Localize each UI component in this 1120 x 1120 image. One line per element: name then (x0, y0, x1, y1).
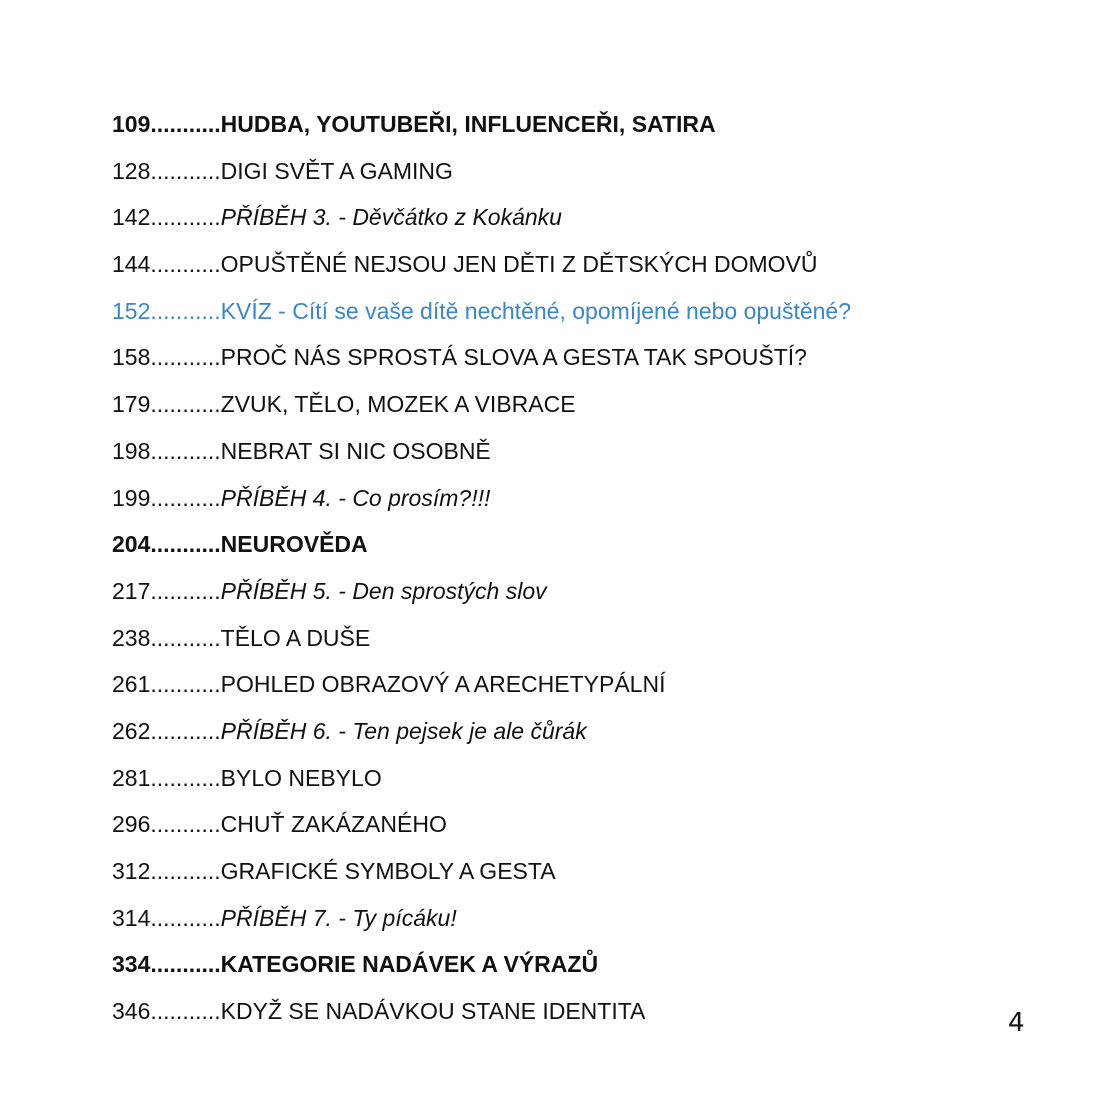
toc-entry-page: 152 (112, 297, 151, 324)
toc-entry-title: NEBRAT SI NIC OSOBNĚ (220, 437, 491, 464)
toc-entry-page: 204 (112, 531, 151, 558)
toc-entry (112, 618, 1072, 665)
toc-entry-page: 109 (112, 111, 151, 137)
toc-entry-title: PŘÍBĚH 6. - Ten pejsek je ale čůrák (220, 717, 587, 744)
toc-entry (112, 804, 1072, 851)
toc-entry-page: 312 (112, 858, 151, 884)
toc-entry (112, 758, 1072, 805)
toc-entry (112, 104, 1072, 151)
toc-entry-page: 158 (112, 344, 151, 371)
toc-entry (112, 664, 1072, 711)
toc-entry-title: PŘÍBĚH 5. - Den sprostých slov (220, 577, 547, 604)
toc-entry-leader: ........... (150, 531, 221, 558)
toc-entry-page: 261 (112, 671, 151, 698)
toc-entry-page: 296 (112, 811, 151, 838)
toc-entry-title: KDYŽ SE NADÁVKOU STANE IDENTITA (220, 998, 646, 1025)
toc-entry-leader: ........... (150, 624, 221, 651)
toc-entry-title: KVÍZ - Cítí se vaše dítě nechtěné, opomíjené nebo opuštěné? (220, 297, 852, 324)
toc-entry-page: 198 (112, 437, 151, 464)
toc-entry (112, 944, 1072, 991)
toc-entry (112, 197, 1072, 244)
toc-entry-page: 238 (112, 624, 151, 651)
toc-entry (112, 524, 1072, 571)
toc-entry-leader: ........... (150, 297, 221, 324)
toc-entry-leader: ........... (150, 998, 221, 1025)
toc-entry (112, 337, 1072, 384)
toc-entry-page: 144 (112, 251, 151, 278)
toc-entry (112, 291, 1072, 338)
toc-entry-title: PŘÍBĚH 7. - Ty pícáku! (220, 904, 457, 931)
toc-entry-page: 128 (112, 157, 151, 184)
toc-entry-title: PROČ NÁS SPROSTÁ SLOVA A GESTA TAK SPOUŠTÍ? (220, 344, 807, 371)
toc-entry-title: BYLO NEBYLO (220, 764, 382, 791)
toc-entry-leader: ........... (150, 811, 221, 838)
toc-entry-title: OPUŠTĚNÉ NEJSOU JEN DĚTI Z DĚTSKÝCH DOMOVŮ (220, 251, 818, 278)
toc-entry (112, 151, 1072, 198)
toc-entry-leader: ........... (150, 111, 221, 137)
toc-entry-page: 281 (112, 764, 151, 791)
toc-entry-leader: ........... (150, 577, 221, 604)
toc-entry (112, 851, 1072, 898)
toc-entry-title: TĚLO A DUŠE (220, 624, 371, 651)
toc-entry-leader: ........... (150, 437, 221, 464)
toc-entry-title: CHUŤ ZAKÁZANÉHO (220, 811, 447, 838)
toc-entry (112, 991, 1072, 1038)
toc-entry-leader: ........... (150, 951, 221, 978)
toc-entry-title: GRAFICKÉ SYMBOLY A GESTA (220, 858, 556, 884)
toc-entry-page: 262 (112, 717, 151, 744)
toc-entry-leader: ........... (150, 204, 221, 231)
toc-entry-title: KATEGORIE NADÁVEK A VÝRAZŮ (220, 951, 599, 978)
toc-entry (112, 571, 1072, 618)
toc-entry-page: 334 (112, 951, 151, 978)
toc-entry-page: 142 (112, 204, 151, 231)
toc-entry-page: 346 (112, 998, 151, 1025)
toc-entry-title: HUDBA, YOUTUBEŘI, INFLUENCEŘI, SATIRA (220, 111, 716, 137)
toc-entry-leader: ........... (150, 484, 221, 511)
toc-entry-leader: ........... (150, 717, 221, 744)
toc-entry-leader: ........... (150, 671, 221, 698)
toc-entry-title: ZVUK, TĚLO, MOZEK A VIBRACE (220, 391, 576, 418)
page-number: 4 (1008, 1008, 1025, 1038)
toc-entry (112, 384, 1072, 431)
toc-entry-title: PŘÍBĚH 3. - Děvčátko z Kokánku (220, 204, 562, 231)
table-of-contents (112, 104, 1072, 1038)
toc-entry-title: NEUROVĚDA (220, 531, 368, 558)
toc-entry (112, 898, 1072, 945)
toc-entry-page: 217 (112, 577, 151, 604)
toc-entry-leader: ........... (150, 904, 221, 931)
toc-entry-leader: ........... (150, 858, 221, 884)
toc-entry-title: PŘÍBĚH 4. - Co prosím?!!! (220, 484, 491, 511)
toc-entry (112, 431, 1072, 478)
toc-entry-page: 314 (112, 904, 151, 931)
toc-entry-title: DIGI SVĚT A GAMING (220, 157, 453, 184)
toc-entry (112, 478, 1072, 525)
toc-entry-leader: ........... (150, 344, 221, 371)
toc-entry-leader: ........... (150, 764, 221, 791)
toc-entry-leader: ........... (150, 251, 221, 278)
toc-entry-title: POHLED OBRAZOVÝ A ARECHETYPÁLNÍ (220, 671, 666, 698)
toc-entry (112, 244, 1072, 291)
toc-entry-leader: ........... (150, 157, 221, 184)
toc-entry (112, 711, 1072, 758)
toc-entry-page: 199 (112, 484, 151, 511)
toc-entry-page: 179 (112, 391, 151, 418)
toc-entry-leader: ........... (150, 391, 221, 418)
